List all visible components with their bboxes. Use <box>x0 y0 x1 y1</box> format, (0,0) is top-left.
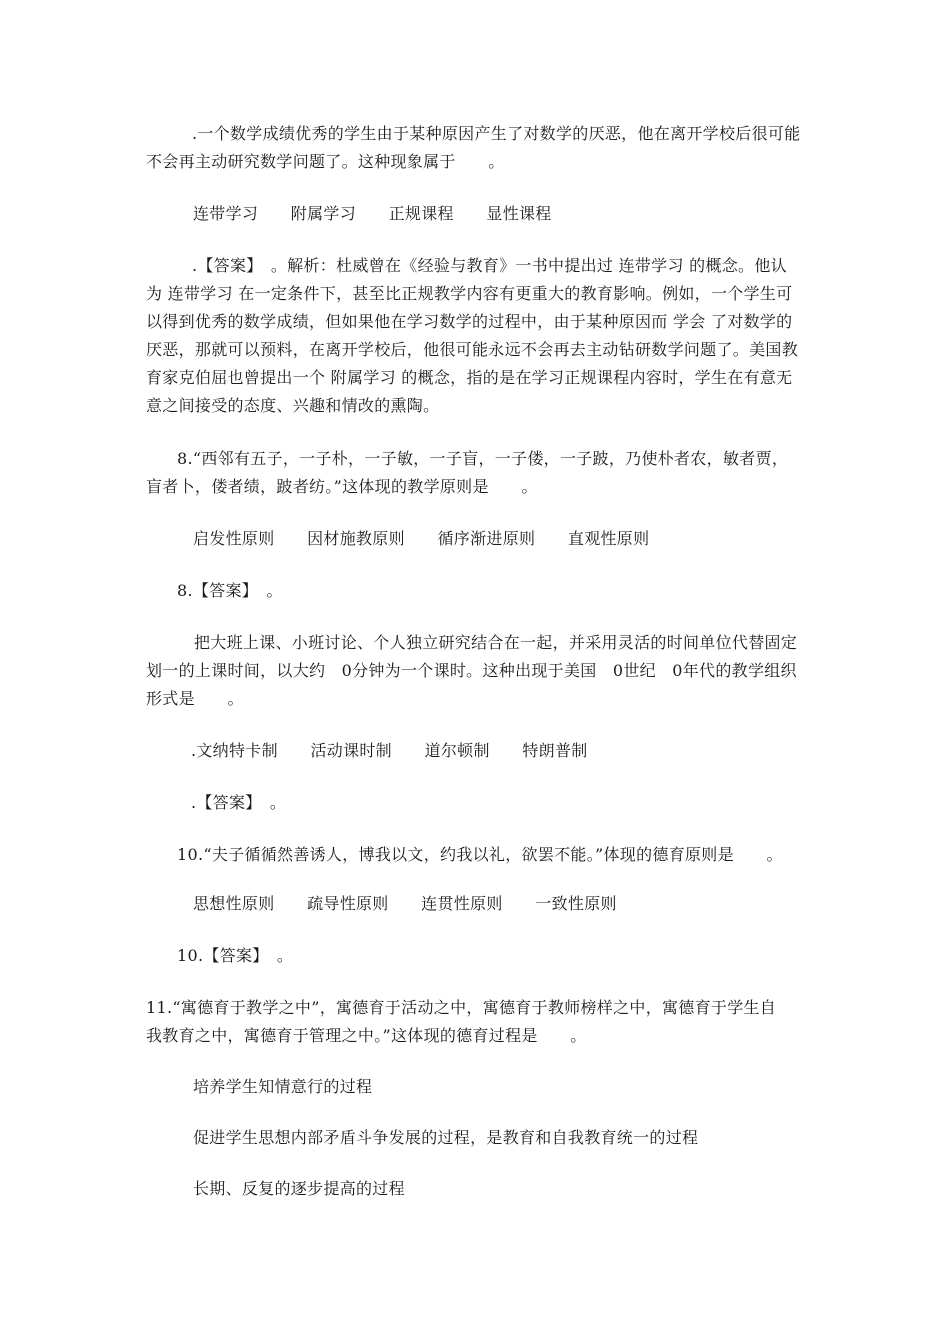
q8-options: 启发性原则 因材施教原则 循序渐进原则 直观性原则 <box>193 529 650 548</box>
q9-stem-line1: 把大班上课、小班讨论、个人独立研究结合在一起，并采用灵活的时间单位代替固定 <box>194 633 798 652</box>
q7-stem-line1: .一个数学成绩优秀的学生由于某种原因产生了对数学的厌恶，他在离开学校后很可能 <box>192 124 801 143</box>
q7-answer-line1: .【答案】 。解析：杜威曾在《经验与教育》一书中提出过 连带学习 的概念。他认 <box>192 256 787 275</box>
q9-stem-line3: 形式是 。 <box>146 689 244 708</box>
q7-options: 连带学习 附属学习 正规课程 显性课程 <box>193 204 552 223</box>
q8-stem-line2: 盲者卜，偻者绩，跛者纺。”这体现的教学原则是 。 <box>146 477 538 496</box>
q7-answer-line2: 为 连带学习 在一定条件下，甚至比正规教学内容有更重大的教育影响。例如，一个学生可 <box>146 284 793 303</box>
q10-answer: 10.【答案】 。 <box>177 946 294 965</box>
q11-option-c: 长期、反复的逐步提高的过程 <box>193 1179 405 1198</box>
q9-stem-line2: 划一的上课时间，以大约 0分钟为一个课时。这种出现于美国 0世纪 0年代的教学组织 <box>146 661 797 680</box>
q7-answer-line6: 意之间接受的态度、兴趣和情改的熏陶。 <box>146 396 440 415</box>
q7-answer-line5: 育家克伯屈也曾提出一个 附属学习 的概念，指的是在学习正规课程内容时，学生在有意无 <box>146 368 793 387</box>
q7-answer-line4: 厌恶，那就可以预料，在离开学校后，他很可能永远不会再去主动钻研数学问题了。美国教 <box>146 340 799 359</box>
q7-stem-line2: 不会再主动研究数学问题了。这种现象属于 。 <box>146 152 505 171</box>
q9-options: .文纳特卡制 活动课时制 道尔顿制 特朗普制 <box>191 741 588 760</box>
q10-stem: 10.“夫子循循然善诱人，博我以文，约我以礼，欲罢不能。”体现的德育原则是 。 <box>177 845 783 864</box>
q11-option-a: 培养学生知情意行的过程 <box>193 1077 373 1096</box>
q11-stem-line1: 11.“寓德育于教学之中”，寓德育于活动之中，寓德育于教师榜样之中，寓德育于学生自 <box>146 998 777 1017</box>
q11-option-b: 促进学生思想内部矛盾斗争发展的过程，是教育和自我教育统一的过程 <box>193 1128 699 1147</box>
q9-answer: .【答案】 。 <box>191 793 287 812</box>
q7-answer-line3: 以得到优秀的数学成绩，但如果他在学习数学的过程中，由于某种原因而 学会 了对数学的 <box>146 312 793 331</box>
q10-options: 思想性原则 疏导性原则 连贯性原则 一致性原则 <box>193 894 617 913</box>
q8-answer: 8.【答案】 。 <box>177 581 283 600</box>
q11-stem-line2: 我教育之中，寓德育于管理之中。”这体现的德育过程是 。 <box>146 1026 587 1045</box>
q8-stem-line1: 8.“西邻有五子，一子朴，一子敏，一子盲，一子偻，一子跛，乃使朴者农，敏者贾， <box>177 449 789 468</box>
